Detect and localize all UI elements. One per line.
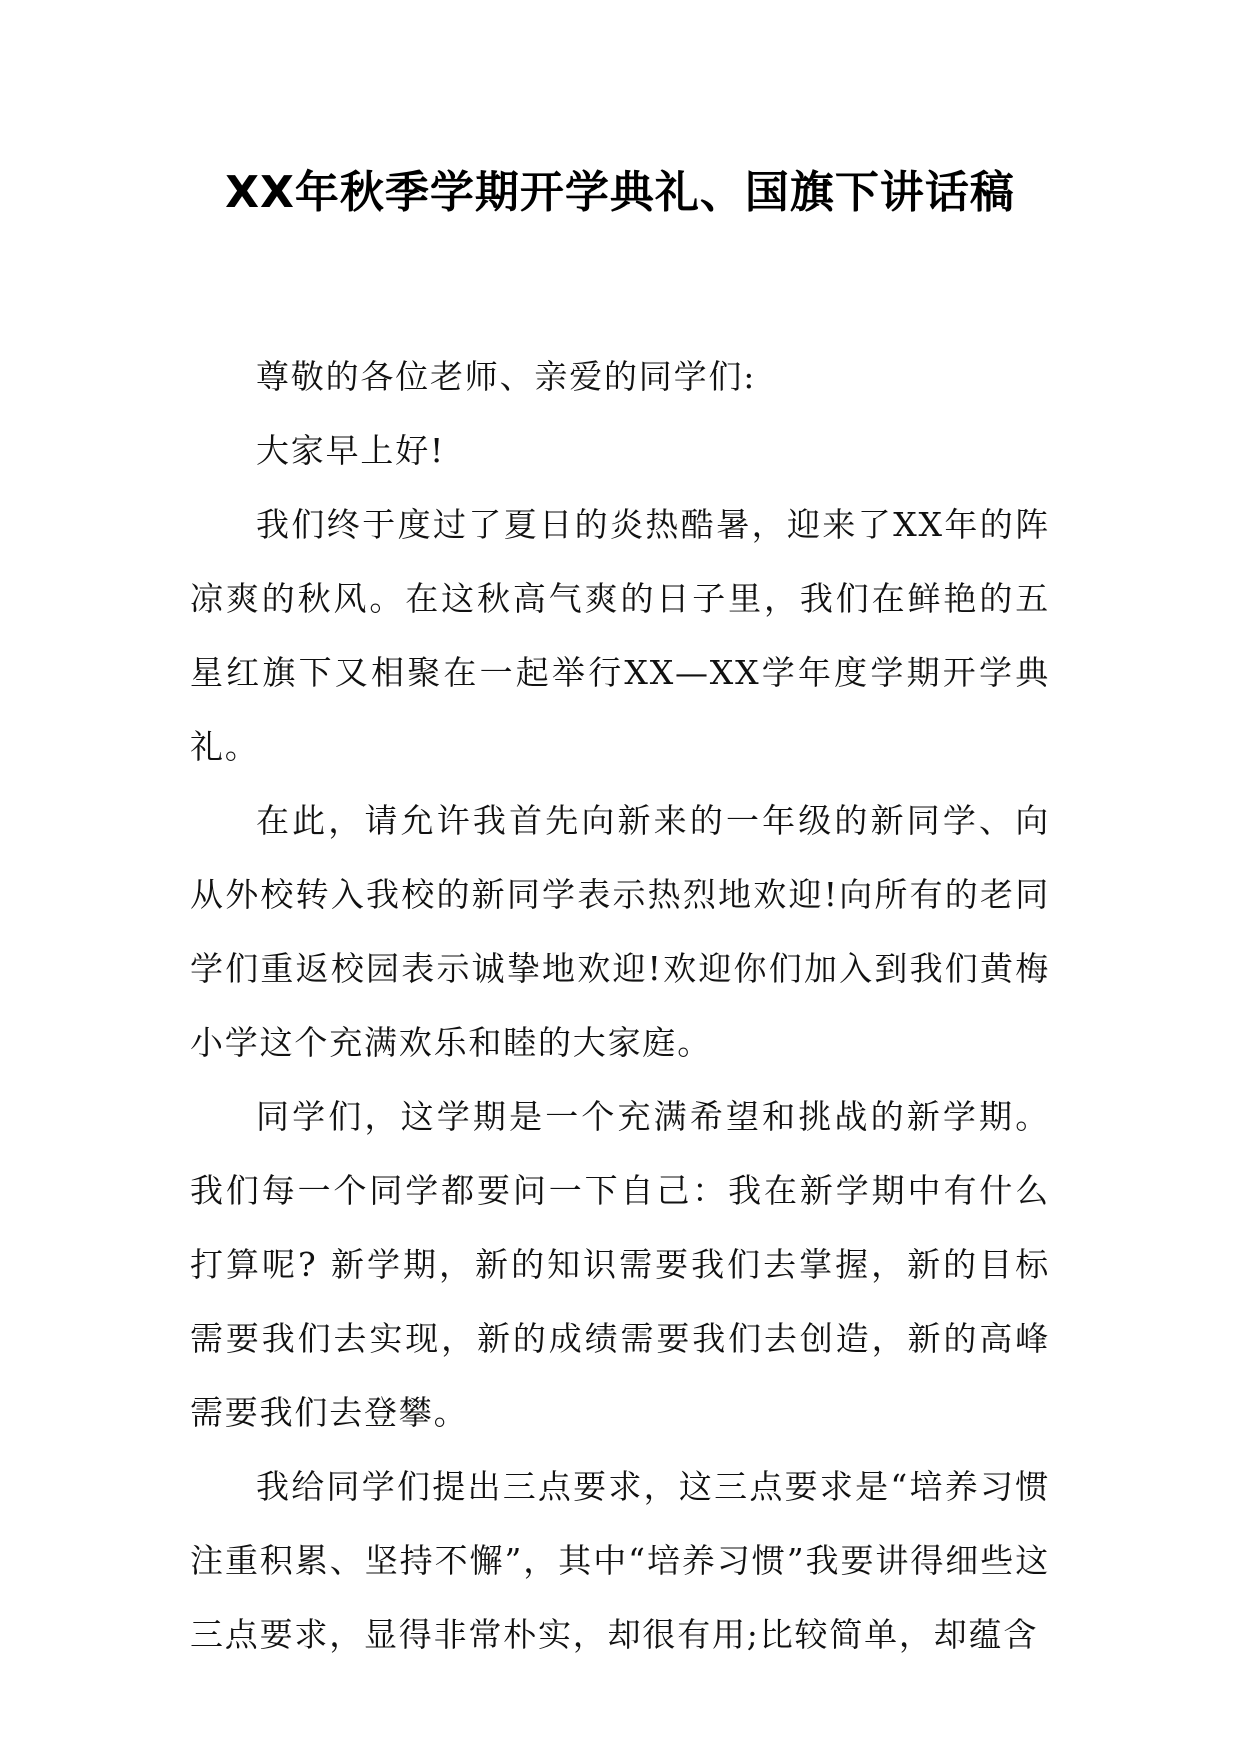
document-title: XX年秋季学期开学典礼、国旗下讲话稿: [225, 167, 1015, 218]
salutation-paragraph: 尊敬的各位老师、亲爱的同学们:: [256, 357, 757, 396]
document-body: [190, 340, 1050, 1672]
body-paragraph: 同学们，这学期是一个充满希望和挑战的新学期。我们每一个同学都要问一下自己：我在新学期中有什么打算呢? 新学期，新的知识需要我们去掌握，新的目标需要我们去实现，新的成绩需要我们去创造，新的高峰需要我们去登攀。: [190, 1097, 1050, 1432]
body-paragraph: 我们终于度过了夏日的炎热酷暑，迎来了XX年的阵凉爽的秋风。在这秋高气爽的日子里，我们在鲜艳的五星红旗下又相聚在一起举行XX—XX学年度学期开学典礼。: [190, 505, 1050, 766]
greeting-paragraph: 大家早上好!: [256, 431, 446, 470]
body-paragraph: 我给同学们提出三点要求，这三点要求是“培养习惯注重积累、坚持不懈”，其中“培养习惯”我要讲得细些这三点要求，显得非常朴实，却很有用;比较简单，却蕴含: [190, 1467, 1050, 1654]
body-paragraph: 在此，请允许我首先向新来的一年级的新同学、向从外校转入我校的新同学表示热烈地欢迎!向所有的老同学们重返校园表示诚挚地欢迎!欢迎你们加入到我们黄梅小学这个充满欢乐和睦的大家庭。: [190, 801, 1050, 1062]
